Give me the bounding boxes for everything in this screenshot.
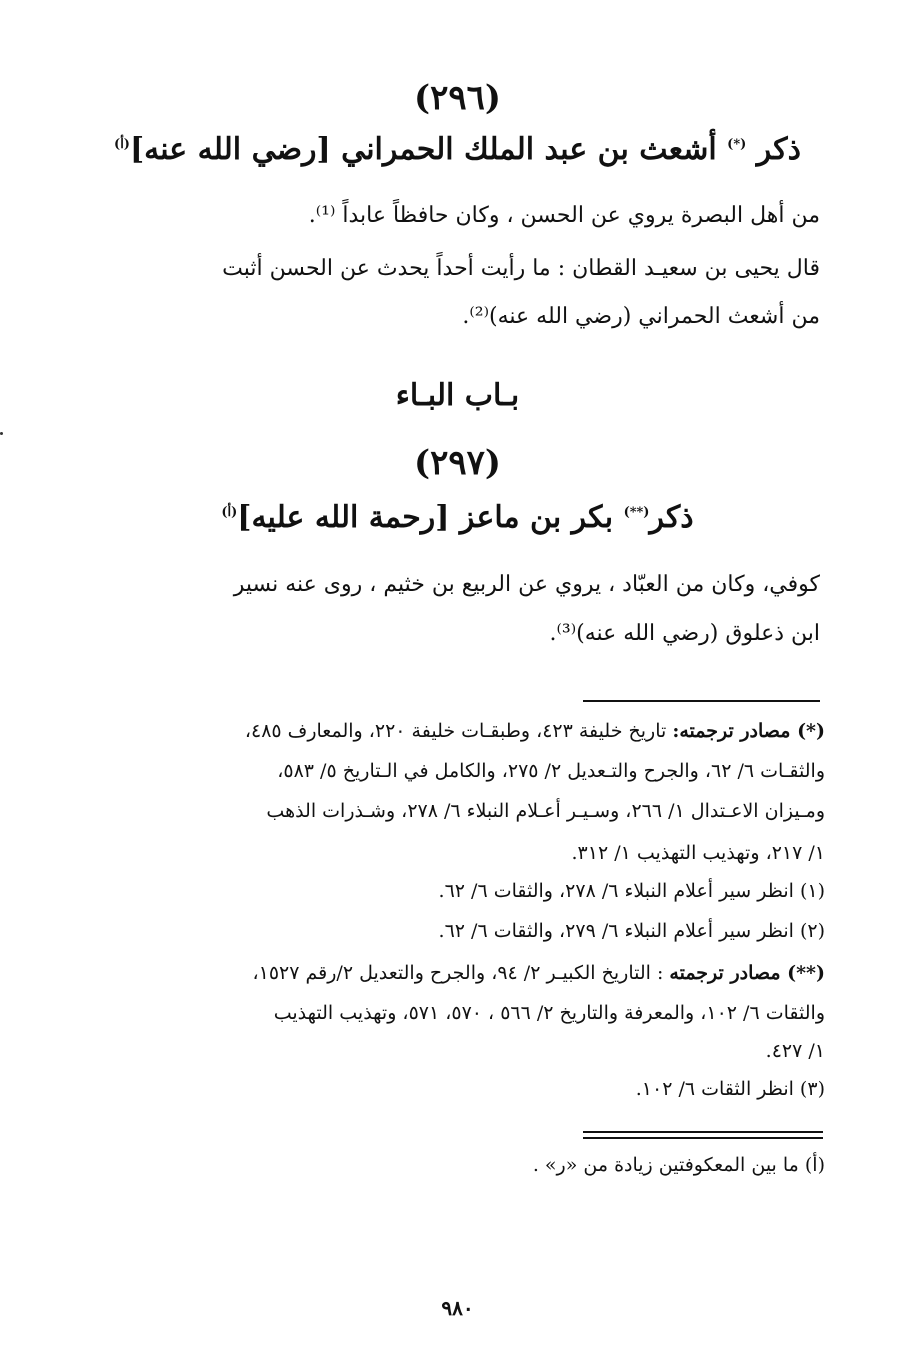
entry-number-296: (٢٩٦) [414,78,501,118]
body-line: قال يحيى بن سعيـد القطان : ما رأيت أحداً يحدث عن الحسن أثبت [222,256,820,281]
footnote-text: : التاريخ الكبيـر ٢/ ٩٤، والجرح والتعديل ٢/رقم ١٥٢٧، [252,962,670,984]
footnote-label: (**) مصادر ترجمته [669,962,825,984]
entry-heading-297 [0,500,915,535]
entry-heading-296 [0,132,915,167]
editor-note-separator [583,1137,823,1139]
footnote-line: ١/ ٢١٧، وتهذيب التهذيب ١/ ٣١٢. [571,842,825,864]
footnote-line: (١) انظر سير أعلام النبلاء ٦/ ٢٧٨، والثقات ٦/ ٦٢. [438,880,825,902]
page-number: ٩٨٠ [441,1296,474,1320]
editor-note-separator [583,1131,823,1133]
footnote-line: ١/ ٤٢٧. [765,1040,825,1062]
heading-note: (أ) [114,137,130,152]
footnote-line [253,962,826,984]
heading-mark: (**) [623,505,650,520]
footnote-line: والثقـات ٦/ ٦٢، والجرح والتـعديل ٢/ ٢٧٥، والكامل في الـتاريخ ٥/ ٥٨٣، [277,760,825,782]
footnote-label: (*) مصادر ترجمته: [672,720,825,742]
body-line: ابن ذعلوق (رضي الله عنه)⁽³⁾. [549,621,820,646]
footnote-line [245,720,825,742]
footnote-line: (٣) انظر الثقات ٦/ ١٠٢. [635,1078,825,1100]
footnote-line: ومـيزان الاعـتدال ١/ ٢٦٦، وسـيـر أعـلام النبلاء ٦/ ٢٧٨، وشـذرات الذهب [266,800,825,822]
heading-name: بكر بن ماعز [رحمة الله عليه] [237,500,614,535]
heading-prefix: ذكر [649,500,694,535]
body-line: من أشعث الحمراني (رضي الله عنه)⁽²⁾. [462,304,820,329]
footnote-line: والثقات ٦/ ١٠٢، والمعرفة والتاريخ ٢/ ٥٦٦ ، ٥٧٠، ٥٧١، وتهذيب التهذيب [273,1002,825,1024]
body-line: من أهل البصرة يروي عن الحسن ، وكان حافظاً عابداً ⁽¹⁾. [308,203,820,228]
editor-note: (أ) ما بين المعكوفتين زيادة من «ر» . [532,1154,825,1176]
heading-name: أشعث بن عبد الملك الحمراني [رضي الله عنه] [129,132,717,167]
heading-prefix: ذكر [756,132,801,167]
scan-mark [0,432,3,435]
entry-number-297: (٢٩٧) [414,443,501,483]
heading-note: (أ) [221,505,238,520]
heading-mark: (*) [727,137,747,152]
footnote-text: تاريخ خليفة ٤٢٣، وطبقـات خليفة ٢٢٠، والمعارف ٤٨٥، [244,720,673,742]
body-line: كوفي، وكان من العبّاد ، يروي عن الربيع بن خثيم ، روى عنه نسير [233,572,820,597]
footnote-separator [583,700,820,702]
chapter-title: بـاب البـاء [395,378,520,413]
footnote-line: (٢) انظر سير أعلام النبلاء ٦/ ٢٧٩، والثقات ٦/ ٦٢. [438,920,825,942]
